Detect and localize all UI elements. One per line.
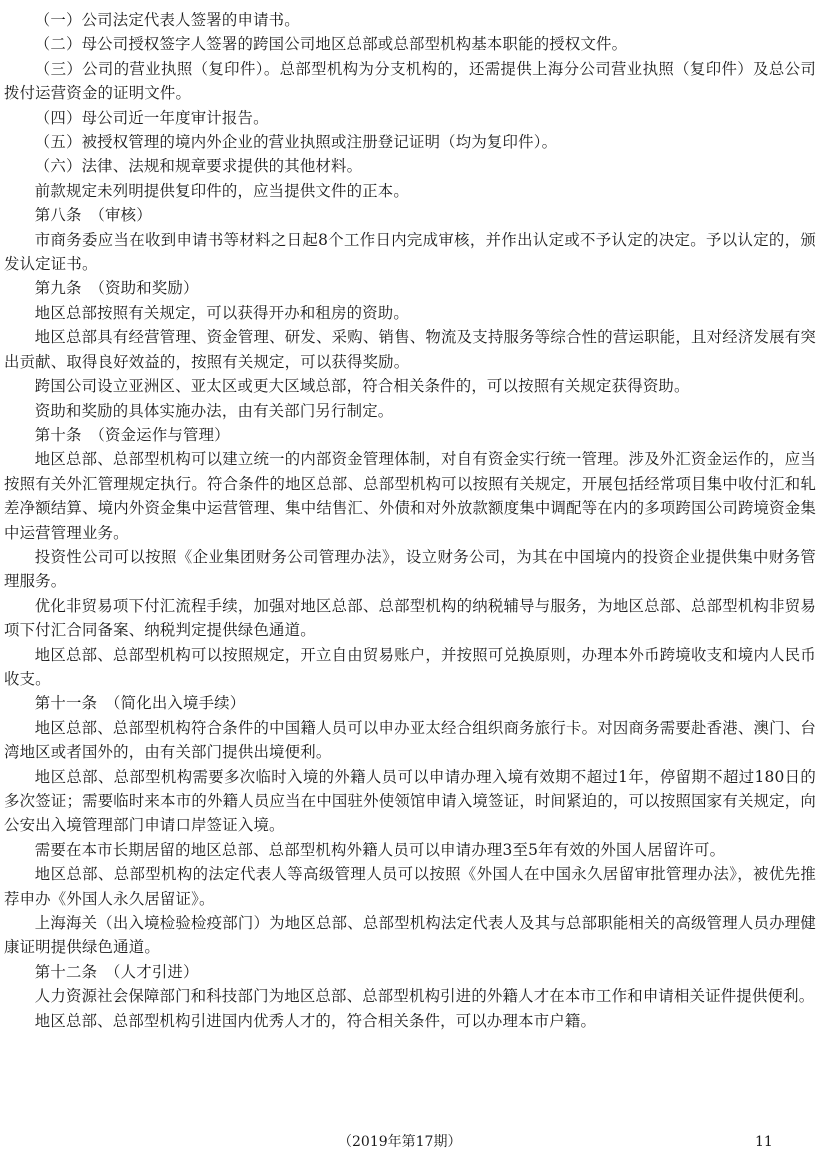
paragraph: 上海海关（出入境检验检疫部门）为地区总部、总部型机构法定代表人及其与总部职能相关的高级管理人员办理健康证明提供绿色通道。 [4, 914, 816, 957]
paragraph: 地区总部、总部型机构可以建立统一的内部资金管理体制，对自有资金实行统一管理。涉及外汇资金运作的，应当按照有关外汇管理规定执行。符合条件的地区总部、总部型机构可以按照有关规定，开展包括经常项目集中收付汇和轧差净额结算、境内外资金集中运营管理、集中结售汇、外债和对外放款额度集中调配等在内的多项跨国公司跨境资金集中运营管理业务。 [4, 450, 816, 542]
paragraph: （二）母公司授权签字人签署的跨国公司地区总部或总部型机构基本职能的授权文件。 [34, 35, 628, 54]
paragraph: 地区总部、总部型机构需要多次临时入境的外籍人员可以申请办理入境有效期不超过1年，停留期不超过180日的多次签证；需要临时来本市的外籍人员应当在中国驻外使领馆申请入境签证，时间紧迫的，可以按照国家有关规定，向公安出入境管理部门申请口岸签证入境。 [4, 767, 816, 835]
paragraph: 优化非贸易项下付汇流程手续，加强对地区总部、总部型机构的纳税辅导与服务，为地区总部、总部型机构非贸易项下付汇合同备案、纳税判定提供绿色通道。 [4, 596, 816, 640]
paragraph: （三）公司的营业执照（复印件）。总部型机构为分支机构的，还需提供上海分公司营业执照（复印件）及总公司拨付运营资金的证明文件。 [4, 59, 816, 103]
paragraph: （一）公司法定代表人签署的申请书。 [34, 11, 300, 29]
paragraph: 地区总部、总部型机构的法定代表人等高级管理人员可以按照《外国人在中国永久居留审批管理办法》，被优先推荐申办《外国人永久居留证》。 [4, 865, 816, 908]
body-text [4, 8, 816, 1033]
article-heading: 第十二条 （人才引进） [34, 962, 199, 981]
paragraph: （四）母公司近一年度审计报告。 [34, 108, 269, 127]
paragraph: 地区总部、总部型机构引进国内优秀人才的，符合相关条件，可以办理本市户籍。 [34, 1011, 597, 1030]
page-number: 11 [755, 1134, 773, 1150]
issue-label: （2019年第17期） [338, 1134, 462, 1150]
paragraph: 地区总部具有经营管理、资金管理、研发、采购、销售、物流及支持服务等综合性的营运职能，且对经济发展有突出贡献、取得良好效益的，按照有关规定，可以获得奖励。 [4, 328, 816, 371]
article-heading: 第十一条 （简化出入境手续） [34, 694, 246, 713]
article-heading: 第九条 （资助和奖励） [34, 279, 199, 298]
paragraph: （五）被授权管理的境内外企业的营业执照或注册登记证明（均为复印件）。 [34, 133, 558, 152]
paragraph: 地区总部按照有关规定，可以获得开办和租房的资助。 [34, 303, 409, 322]
paragraph: 资助和奖励的具体实施办法，由有关部门另行制定。 [34, 401, 394, 420]
paragraph: 跨国公司设立亚洲区、亚太区或更大区域总部，符合相关条件的，可以按照有关规定获得资助。 [34, 377, 690, 396]
paragraph: 投资性公司可以按照《企业集团财务公司管理办法》，设立财务公司，为其在中国境内的投资企业提供集中财务管理服务。 [4, 547, 816, 591]
article-heading: 第八条 （审核） [34, 206, 152, 225]
paragraph: 地区总部、总部型机构符合条件的中国籍人员可以申办亚太经合组织商务旅行卡。对因商务需要赴香港、澳门、台湾地区或者国外的，由有关部门提供出境便利。 [4, 718, 816, 762]
paragraph: 需要在本市长期居留的地区总部、总部型机构外籍人员可以申请办理3至5年有效的外国人居留许可。 [34, 840, 726, 859]
paragraph: 地区总部、总部型机构可以按照规定，开立自由贸易账户，并按照可兑换原则，办理本外币跨境收支和境内人民币收支。 [4, 645, 816, 688]
paragraph: 前款规定未列明提供复印件的，应当提供文件的正本。 [34, 181, 409, 200]
paragraph: 人力资源社会保障部门和科技部门为地区总部、总部型机构引进的外籍人才在本市工作和申请相关证件提供便利。 [34, 987, 815, 1006]
paragraph: 市商务委应当在收到申请书等材料之日起8个工作日内完成审核，并作出认定或不予认定的决定。予以认定的，颁发认定证书。 [4, 230, 816, 274]
article-heading: 第十条 （资金运作与管理） [34, 425, 230, 444]
paragraph: （六）法律、法规和规章要求提供的其他材料。 [34, 157, 363, 176]
